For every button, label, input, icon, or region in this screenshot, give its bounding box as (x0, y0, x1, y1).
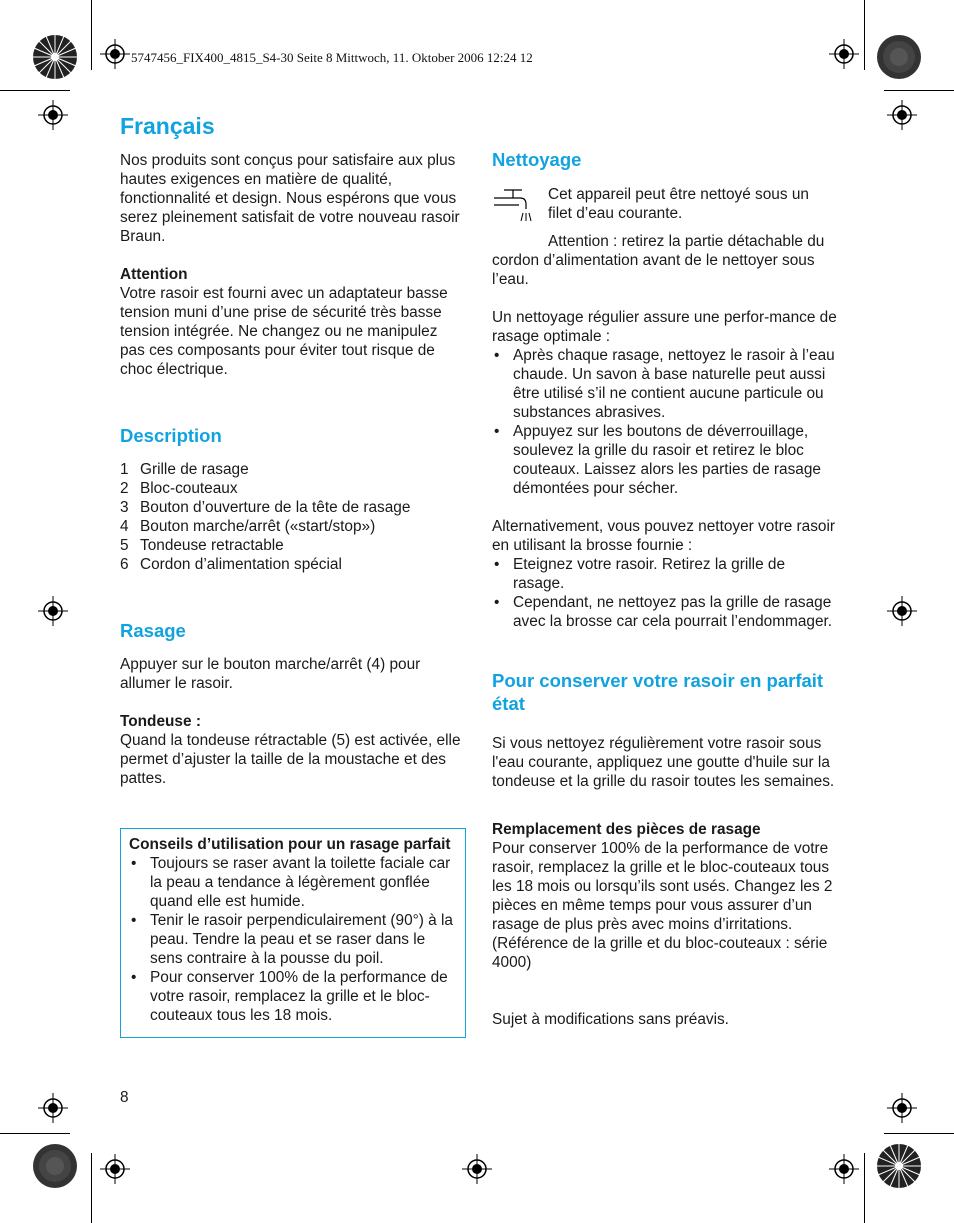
rasage-heading: Rasage (120, 620, 186, 641)
regular-item: Appuyez sur les boutons de déverrouillage, soulevez la grille du rasoir et retirez le bloc couteaux. Laissez alors les parties de rasage démontées pour sécher. (513, 423, 821, 497)
crop-line (864, 1153, 865, 1223)
color-wheel-icon (32, 1143, 78, 1189)
tips-heading: Conseils d’utilisation pour un rasage parfait (129, 836, 451, 853)
color-wheel-icon (876, 34, 922, 80)
registration-mark-icon (38, 1093, 68, 1123)
intro-paragraph: Nos produits sont conçus pour satisfaire aux plus hautes exigences en matière de qualité, fonctionnalité et design. Nous espérons que vous serez pleinement satisfait de votre nouveau rasoir Braun. (120, 152, 460, 245)
attention-paragraph: Votre rasoir est fourni avec un adaptateur basse tension muni d’une prise de sécurité très basse tension intégrée. Ne changez ou ne manipulez pas ces composants pour éviter tout risque de choc électrique. (120, 285, 448, 378)
item-number: 3 (120, 499, 129, 516)
list-item (120, 555, 465, 574)
item-label: Bouton marche/arrêt («start/stop») (140, 518, 376, 535)
bullet: • (494, 347, 500, 364)
crop-line (884, 90, 954, 91)
registration-mark-icon (887, 100, 917, 130)
alt-item: Eteignez votre rasoir. Retirez la grille de rasage. (513, 556, 786, 592)
list-item (120, 536, 465, 555)
remplacement-paragraph: Pour conserver 100% de la performance de votre rasoir, remplacez la grille et le bloc-couteaux tous les 18 mois ou lorsqu’ils sont usés. Changez les 2 pièces en même temps pour vous assurer d’un rasage de plus près avec moins d’irritations. (492, 840, 833, 933)
crop-line (91, 1153, 92, 1223)
tondeuse-heading: Tondeuse : (120, 713, 201, 730)
conserver-heading: Pour conserver votre rasoir en parfait état (492, 670, 824, 714)
nettoyage-line-1: Cet appareil peut être nettoyé sous un filet d’eau courante. (548, 186, 809, 222)
remplacement-heading: Remplacement des pièces de rasage (492, 821, 761, 838)
list-item (129, 911, 457, 968)
nettoyage-line-2-text: Attention : retirez la partie détachable du cordon d’alimentation avant de le nettoyer sous l’eau. (492, 233, 825, 288)
list-item (120, 517, 465, 536)
attention-heading: Attention (120, 266, 188, 283)
item-number: 2 (120, 480, 129, 497)
alt-item: Cependant, ne nettoyez pas la grille de rasage avec la brosse car cela pourrait l’endommager. (513, 594, 833, 630)
bullet: • (131, 912, 137, 929)
description-heading: Description (120, 425, 222, 446)
list-item (492, 593, 837, 631)
list-item (492, 555, 837, 593)
item-number: 6 (120, 556, 129, 573)
registration-mark-icon (829, 1154, 859, 1184)
page-number: 8 (120, 1089, 129, 1106)
crop-line (864, 0, 865, 70)
item-label: Tondeuse retractable (140, 537, 284, 554)
page-title: Français (120, 113, 215, 139)
list-item (129, 968, 457, 1025)
nettoyage-intro (492, 185, 837, 232)
crop-line (0, 90, 70, 91)
item-label: Cordon d’alimentation spécial (140, 556, 342, 573)
list-item (120, 498, 465, 517)
tondeuse-paragraph: Quand la tondeuse rétractable (5) est activée, elle permet d’ajuster la taille de la moustache et des pattes. (120, 732, 461, 787)
list-item (492, 346, 837, 422)
color-wheel-icon (876, 1143, 922, 1189)
color-wheel-icon (32, 34, 78, 80)
regular-item: Après chaque rasage, nettoyez le rasoir à l’eau chaude. Un savon à base naturelle peut aussi être utilisé s’il ne contient aucune particule ou substances abrasives. (513, 347, 835, 421)
registration-mark-icon (462, 1154, 492, 1184)
conserver-paragraph: Si vous nettoyez régulièrement votre rasoir sous l'eau courante, appliquez une goutte d'huile sur la tondeuse et la grille du rasoir toutes les semaines. (492, 735, 835, 790)
item-label: Grille de rasage (140, 461, 249, 478)
bullet: • (131, 855, 137, 872)
registration-mark-icon (100, 1154, 130, 1184)
list-item (492, 422, 837, 498)
bullet: • (494, 594, 500, 611)
list-item (120, 460, 465, 479)
registration-mark-icon (887, 596, 917, 626)
list-item (129, 854, 457, 911)
item-number: 4 (120, 518, 129, 535)
footer-note: Sujet à modifications sans préavis. (492, 1011, 729, 1028)
registration-mark-icon (887, 1093, 917, 1123)
regular-intro: Un nettoyage régulier assure une perfor-mance de rasage optimale : (492, 309, 837, 345)
crop-line (91, 0, 92, 70)
nettoyage-line-2 (492, 232, 837, 289)
print-header: 5747456_FIX400_4815_S4-30 Seite 8 Mittwoch, 11. Oktober 2006 12:24 12 (131, 50, 533, 65)
registration-mark-icon (829, 39, 859, 69)
item-label: Bloc-couteaux (140, 480, 238, 497)
alt-intro: Alternativement, vous pouvez nettoyer votre rasoir en utilisant la brosse fournie : (492, 518, 836, 554)
description-list (120, 460, 465, 574)
item-number: 1 (120, 461, 129, 478)
nettoyage-heading: Nettoyage (492, 149, 582, 170)
bullet: • (494, 423, 500, 440)
bullet: • (131, 969, 137, 986)
right-column (492, 148, 837, 1029)
registration-mark-icon (38, 596, 68, 626)
left-column (120, 112, 465, 1038)
registration-mark-icon (100, 39, 130, 69)
bullet: • (494, 556, 500, 573)
reference-paragraph: (Référence de la grille et du bloc-couteaux : série 4000) (492, 935, 828, 971)
tips-box (120, 828, 466, 1038)
registration-mark-icon (38, 100, 68, 130)
rasage-paragraph: Appuyer sur le bouton marche/arrêt (4) pour allumer le rasoir. (120, 656, 421, 692)
crop-line (0, 1133, 70, 1134)
tip-text: Pour conserver 100% de la performance de votre rasoir, remplacez la grille et le bloc-couteaux tous les 18 mois. (150, 969, 448, 1024)
list-item (120, 479, 465, 498)
item-label: Bouton d’ouverture de la tête de rasage (140, 499, 411, 516)
crop-line (884, 1133, 954, 1134)
tip-text: Tenir le rasoir perpendiculairement (90°) à la peau. Tendre la peau et se raser dans le sens contraire à la pousse du poil. (150, 912, 453, 967)
water-tap-icon (492, 185, 548, 232)
item-number: 5 (120, 537, 129, 554)
tip-text: Toujours se raser avant la toilette faciale car la peau a tendance à légèrement gonflée quand elle est humide. (150, 855, 451, 910)
